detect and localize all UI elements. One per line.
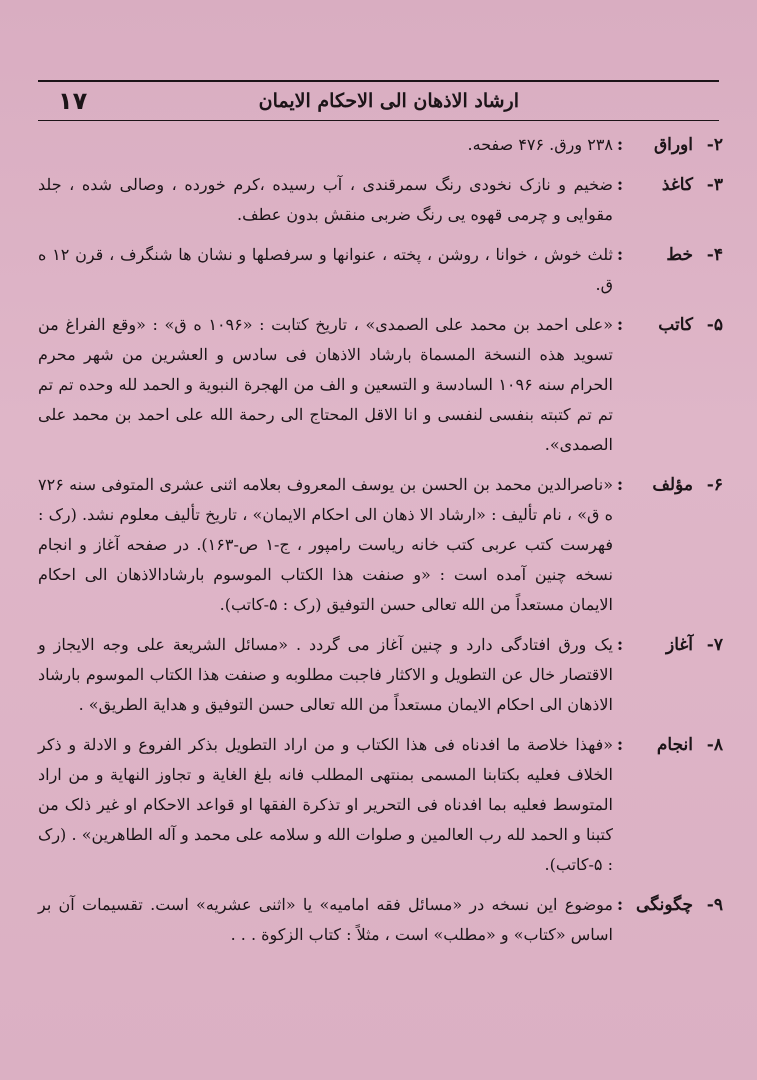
entry-ending: ۸- انجام : «فهذا خلاصة ما افدناه فی هذا الکتاب و من اراد التطویل بذکر الفروع و الادلة و ذکر الخلاف فعلیه بکتابنا المسمی بمنتهی المطلب فانه بلغ الغایة و تجاوز النهایة و من اراد المتوسط فعلیه بما افدناه فی التحریر او تذکرة الفقها او قواعد الاحکام او غیر ذلک من کتبنا و الحمد لله رب العالمین و صلوات الله و سلامه علی محمد و آله الطاهرین» . (رک : ۵-کاتب). (38, 730, 723, 880)
entry-description: ۹- چگونگی : موضوع این نسخه در «مسائل فقه امامیه» یا «اثنی عشریه» است. تقسیمات آن بر اساس «کتاب» و «مطلب» است ، مثلاً : کتاب الزکوة . . . (38, 890, 723, 950)
page-header (38, 80, 719, 121)
entry-label: آغاز (665, 635, 693, 655)
entry-number: ۵- (706, 315, 723, 335)
entry-text: موضوع این نسخه در «مسائل فقه امامیه» یا «اثنی عشریه» است. تقسیمات آن بر اساس «کتاب» و «مطلب» است ، مثلاً : کتاب الزکوة . . . (38, 895, 613, 944)
entry-label: خط (666, 245, 693, 265)
entry-number: ۲- (706, 135, 723, 155)
entry-text: «علی احمد بن محمد علی الصمدی» ، تاریخ کتابت : «۱۰۹۶ ه ق» : «وقع الفراغ من تسوید هذه النسخة المسماة بارشاد الاذهان فی سادس و العشرین من شهر محرم الحرام سنه ۱۰۹۶ السادسة و التسعین و الف من الهجرة النبویة و الحمد لله وحده تم تم تم تم کتبته بنفسی لنفسی و انا الاقل المحتاج الی رحمة الله علی احمد بن محمد علی الصمدی». (38, 315, 614, 454)
entry-number: ۴- (706, 245, 723, 265)
entry-number: ۷- (706, 635, 723, 655)
entry-text: «ناصرالدین محمد بن الحسن بن یوسف المعروف بعلامه اثنی عشری المتوفی سنه ۷۲۶ ه ق» ، نام تألیف : «ارشاد الا ذهان الی احکام الایمان» ، تاریخ تألیف معلوم نشد. (رک : فهرست کتب عربی کتب خانه ریاست رامپور ، ج-۱ ص-۱۶۳). در صفحه آغاز و انجام نسخه چنین آمده است : «و صنفت هذا الکتاب الموسوم بارشادالاذهان الی احکام الایمان مستعداً من الله تعالی حسن التوفیق (رک : ۵-کاتب). (38, 475, 613, 614)
entry-paper: ۳- کاغذ : ضخیم و نازک نخودی رنگ سمرقندی ، آب رسیده ،کرم خورده ، وصالی شده ، جلد مقوایی و چرمی قهوه یی رنگ ضربی منقش بدون عطف. (38, 170, 723, 230)
entry-label: کاتب (658, 315, 693, 335)
entry-text: ثلث خوش ، خوانا ، روشن ، پخته ، عنوانها و سرفصلها و نشان ها شنگرف ، قرن ۱۲ ه ق. (38, 245, 614, 294)
catalog-entries (38, 130, 723, 960)
entry-label: مؤلف (652, 475, 693, 495)
entry-text: یک ورق افتادگی دارد و چنین آغاز می گردد . «مسائل الشریعة علی وجه الایجاز و الاقتصار خال عن التطویل و الاکثار فاجبت مطلوبه و صنفت هذا الکتاب الموسوم بارشاد الاذهان الی احکام الایمان مستعداً من الله تعالی حسن التوفیق و هدایة الطریق» . (38, 635, 613, 714)
entry-number: ۳- (706, 175, 723, 195)
entry-label: چگونگی (636, 895, 693, 915)
entry-label: کاغذ (661, 175, 693, 195)
entry-pages: ۲- اوراق : ۲۳۸ ورق. ۴۷۶ صفحه. (38, 130, 723, 160)
entry-label: انجام (656, 735, 693, 755)
entry-beginning: ۷- آغاز : یک ورق افتادگی دارد و چنین آغاز می گردد . «مسائل الشریعة علی وجه الایجاز و الاقتصار خال عن التطویل و الاکثار فاجبت مطلوبه و صنفت هذا الکتاب الموسوم بارشاد الاذهان الی احکام الایمان مستعداً من الله تعالی حسن التوفیق و هدایة الطریق» . (38, 630, 723, 720)
entry-number: ۹- (706, 895, 723, 915)
entry-author: ۶- مؤلف : «ناصرالدین محمد بن الحسن بن یوسف المعروف بعلامه اثنی عشری المتوفی سنه ۷۲۶ ه ق» ، نام تألیف : «ارشاد الا ذهان الی احکام الایمان» ، تاریخ تألیف معلوم نشد. (رک : فهرست کتب عربی کتب خانه ریاست رامپور ، ج-۱ ص-۱۶۳). در صفحه آغاز و انجام نسخه چنین آمده است : «و صنفت هذا الکتاب الموسوم بارشادالاذهان الی احکام الایمان مستعداً من الله تعالی حسن التوفیق (رک : ۵-کاتب). (38, 470, 723, 620)
running-title: ارشاد الاذهان الی الاحکام الایمان (258, 90, 519, 112)
entry-number: ۶- (706, 475, 723, 495)
entry-text: «فهذا خلاصة ما افدناه فی هذا الکتاب و من اراد التطویل بذکر الفروع و الادلة و ذکر الخلاف فعلیه بکتابنا المسمی بمنتهی المطلب فانه بلغ الغایة و تجاوز النهایة و من اراد المتوسط فعلیه بما افدناه فی التحریر او تذکرة الفقها او قواعد الاحکام او غیر ذلک من کتبنا و الحمد لله رب العالمین و صلوات الله و سلامه علی محمد و آله الطاهرین» . (رک : ۵-کاتب). (38, 735, 614, 874)
page-number: ۱۷ (58, 87, 88, 115)
entry-number: ۸- (706, 735, 723, 755)
entry-scribe: ۵- کاتب : «علی احمد بن محمد علی الصمدی» ، تاریخ کتابت : «۱۰۹۶ ه ق» : «وقع الفراغ من تسوید هذه النسخة المسماة بارشاد الاذهان فی سادس و العشرین من شهر محرم الحرام سنه ۱۰۹۶ السادسة و التسعین و الف من الهجرة النبویة و الحمد لله وحده تم تم تم تم کتبته بنفسی لنفسی و انا الاقل المحتاج الی رحمة الله علی احمد بن محمد علی الصمدی». (38, 310, 723, 460)
entry-text: ضخیم و نازک نخودی رنگ سمرقندی ، آب رسیده ،کرم خورده ، وصالی شده ، جلد مقوایی و چرمی قهوه یی رنگ ضربی منقش بدون عطف. (38, 175, 613, 224)
entry-text: ۲۳۸ ورق. ۴۷۶ صفحه. (467, 135, 613, 154)
entry-label: اوراق (653, 135, 693, 155)
entry-script: ۴- خط : ثلث خوش ، خوانا ، روشن ، پخته ، عنوانها و سرفصلها و نشان ها شنگرف ، قرن ۱۲ ه ق. (38, 240, 723, 300)
